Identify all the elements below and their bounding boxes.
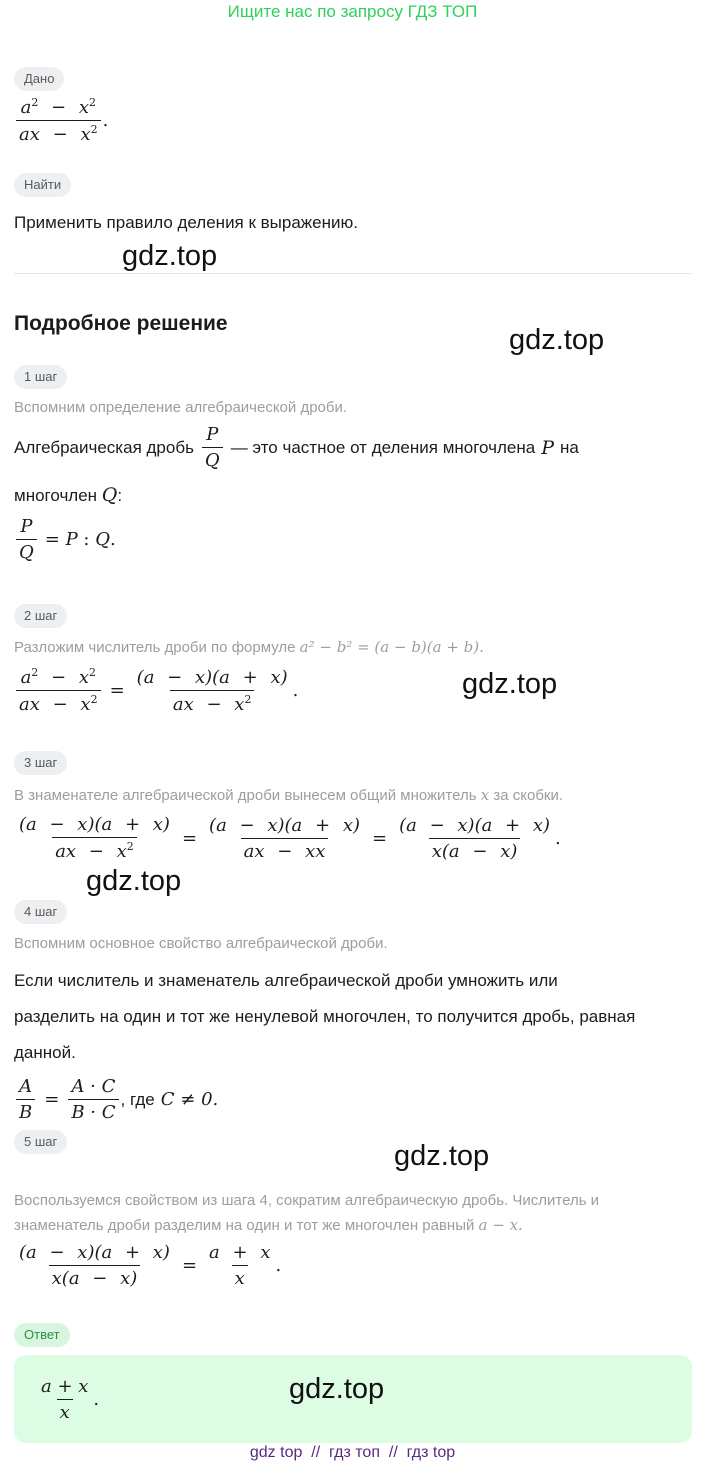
step-2-hint: Разложим числитель дроби по формуле a² − b² = (a − b)(a + b). — [14, 638, 484, 656]
step-2-label: 2 шаг — [14, 604, 67, 628]
given-fraction: $\frac{a^2 - x^2}{ax - x^2}$ . — [14, 96, 108, 145]
step-2-label-wrap — [14, 604, 67, 628]
given-label-wrap — [14, 67, 64, 91]
top-search-link[interactable]: Ищите нас по запросу ГДЗ ТОП — [227, 2, 478, 21]
step-5-label: 5 шаг — [14, 1130, 67, 1154]
watermark: gdz.top — [289, 1373, 385, 1405]
watermark: gdz.top — [122, 240, 218, 272]
step-4-hint: Вспомним основное свойство алгебраической дроби. — [14, 935, 388, 952]
step-3-hint: В знаменателе алгебраической дроби вынесем общий множитель x за скобки. — [14, 786, 564, 804]
given-label: Дано — [14, 67, 64, 91]
step-4-formula: $\frac{A}{B}$ = $\frac{A \cdot C}{B \cdot C}$ , где C ≠ 0. — [14, 1076, 218, 1123]
step-5-hint-2: знаменатель дроби разделим на один и тот же многочлен равный a − x. — [14, 1216, 523, 1234]
step-1-label-wrap — [14, 365, 67, 389]
step-1-label: 1 шаг — [14, 365, 67, 389]
step-3-label: 3 шаг — [14, 751, 67, 775]
find-label-wrap — [14, 173, 71, 197]
answer-formula: $\frac{a + x}{x}$ . — [41, 1376, 100, 1423]
step-1-definition: Алгебраическая дробь $\frac{P}{Q}$ — это частное от деления многочлена P на — [14, 424, 579, 471]
step-4-text-3: данной. — [14, 1043, 76, 1062]
step-1-hint: Вспомним определение алгебраической дроби. — [14, 399, 348, 416]
footer-links[interactable]: gdz top // гдз топ // гдз top — [249, 1444, 456, 1461]
answer-label-wrap — [14, 1323, 70, 1347]
watermark: gdz.top — [86, 865, 182, 897]
step-2-formula: $\frac{a^2 - x^2}{ax - x^2}$ = $\frac{(a - x)(a + x)}{ax - x^2}$ . — [14, 666, 298, 715]
step-4-text-2: разделить на один и тот же ненулевой многочлен, то получится дробь, равная — [14, 1007, 636, 1026]
find-text: Применить правило деления к выражению. — [14, 213, 358, 232]
step-4-label: 4 шаг — [14, 900, 67, 924]
watermark: gdz.top — [509, 324, 605, 356]
answer-label: Ответ — [14, 1323, 70, 1347]
step-3-label-wrap — [14, 751, 67, 775]
step-1-definition-cont: многочлен Q: — [14, 484, 123, 506]
watermark: gdz.top — [462, 668, 558, 700]
watermark: gdz.top — [394, 1140, 490, 1172]
step-5-hint-1: Воспользуемся свойством из шага 4, сократим алгебраическую дробь. Числитель и — [14, 1192, 600, 1209]
step-1-formula: $\frac{P}{Q}$ = P : Q. — [14, 516, 116, 563]
find-label: Найти — [14, 173, 71, 197]
step-5-label-wrap — [14, 1130, 67, 1154]
divider — [14, 273, 692, 274]
step-4-text-1: Если числитель и знаменатель алгебраической дроби умножить или — [14, 971, 558, 990]
step-3-formula: $\frac{(a - x)(a + x)}{ax - x^2}$ = $\frac{(a - x)(a + x)}{ax - xx}$ = $\frac{(a - x)(a + x)}{x(a - x)}$ . — [19, 814, 561, 862]
step-4-label-wrap — [14, 900, 67, 924]
section-title: Подробное решение — [14, 312, 228, 335]
step-5-formula: $\frac{(a - x)(a + x)}{x(a - x)}$ = $\frac{a + x}{x}$ . — [19, 1242, 282, 1289]
